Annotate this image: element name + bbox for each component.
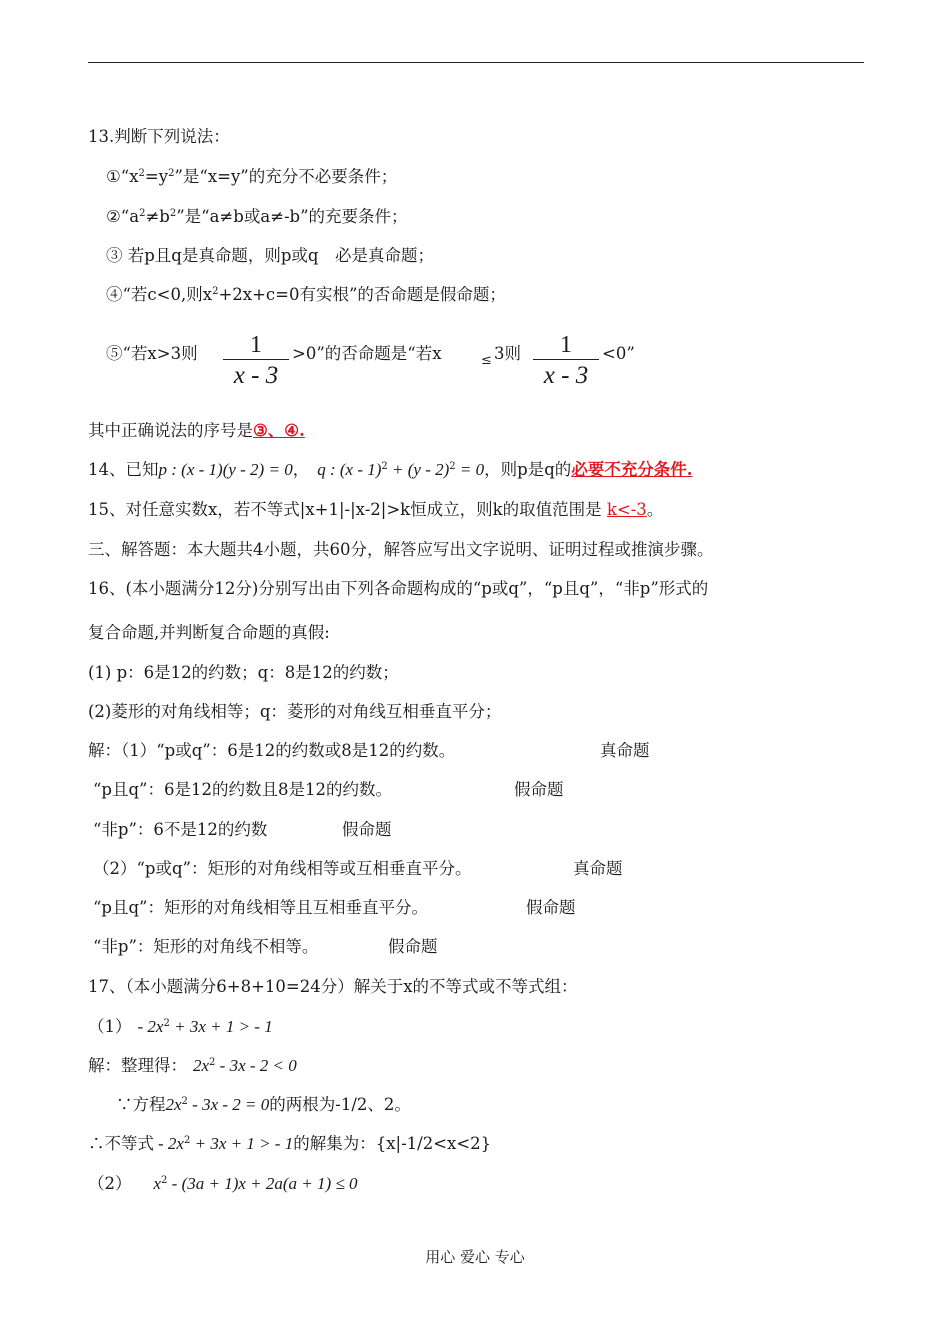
q17-therefore: ∴不等式 - $2x^2 + 3x + 1$ > - 1的解集为：{x|-1/2<x<2} (88, 1134, 492, 1153)
q13-title: 13.判断下列说法： (88, 127, 230, 146)
q17-part-2: （2） $x^2 - (3a + 1)x + 2a(a + 1) \le 0$ (88, 1174, 358, 1193)
q16-line-1: 16、(本小题满分12分)分别写出由下列各命题构成的“p或q”，“p且q”，“非p”形式的 (88, 579, 709, 598)
page-footer: 用心 爱心 专心 (425, 1248, 525, 1266)
q13-statement-5: ⑤“若x>3则 (106, 344, 198, 363)
q15: 15、对任意实数x，若不等式|x+1|-|x-2|>k恒成立，则k的取值范围是 k<-3。 (88, 500, 664, 519)
q16-verdict-2: 假命题 (514, 780, 564, 799)
q16-line-2: 复合命题,并判断复合命题的真假: (88, 623, 330, 642)
q16-verdict-3: 假命题 (342, 820, 392, 839)
q16-answer-4: （2）“p或q”：矩形的对角线相等或互相垂直平分。 (93, 859, 472, 878)
q16-answer-3: “非p”：6不是12的约数 (93, 820, 268, 839)
q16-verdict-6: 假命题 (388, 937, 438, 956)
q16-answer-2: “p且q”：6是12的约数且8是12的约数。 (93, 780, 392, 799)
q16-case-1: (1) p：6是12的约数；q：8是12的约数； (88, 663, 399, 682)
q17-since: ∵方程$2x^2 - 3x - 2 = 0$的两根为-1/2、2。 (116, 1095, 411, 1114)
q16-answer-1: 解：（1）“p或q”：6是12的约数或8是12的约数。 (88, 741, 456, 760)
q13-statement-2: $②“a^2\ne b^2$”是“a≠b或a≠-b”的充要条件； (106, 207, 408, 226)
q13-statement-3: ③ 若p且q是真命题，则p或q 必是真命题； (106, 246, 434, 265)
q17-solution: 解：整理得： $2x^2 - 3x - 2 < 0$ (88, 1056, 297, 1075)
leq-symbol: ≤ (481, 353, 492, 368)
q13-statement-1: $①“x^2=y^2$”是“x=y”的充分不必要条件； (106, 167, 398, 186)
q16-verdict-1: 真命题 (600, 741, 650, 760)
q13-answer: 其中正确说法的序号是③、④. (88, 421, 305, 440)
q13-statement-4: ④“若c<0,则$x^2+2x+c=0$有实根”的否命题是假命题； (106, 285, 506, 304)
q17-part-1: $(1) - 2x^2 + 3x + 1$ > - 1 (88, 1017, 273, 1036)
fraction-1: 1 x - 3 (223, 333, 289, 389)
q16-case-2: (2)菱形的对角线相等；q：菱形的对角线互相垂直平分； (88, 702, 502, 721)
fraction-2: 1 x - 3 (533, 333, 599, 389)
q16-verdict-5: 假命题 (526, 898, 576, 917)
section-3-heading: 三、解答题：本大题共4小题，共60分，解答应写出文字说明、证明过程或推演步骤。 (88, 540, 714, 559)
q16-answer-6: “非p”：矩形的对角线不相等。 (93, 937, 319, 956)
q16-verdict-4: 真命题 (573, 859, 623, 878)
q17-title: 17、（本小题满分6+8+10=24分）解关于x的不等式或不等式组： (88, 977, 578, 996)
q16-answer-5: “p且q”：矩形的对角线相等且互相垂直平分。 (93, 898, 428, 917)
q14: 14、已知p : (x - 1)(y - 2) = 0， q : (x - 1)$^2$ + (y - 2)$^2$ = 0，则p是q的必要不充分条件. (88, 460, 693, 479)
header-rule (88, 62, 864, 63)
